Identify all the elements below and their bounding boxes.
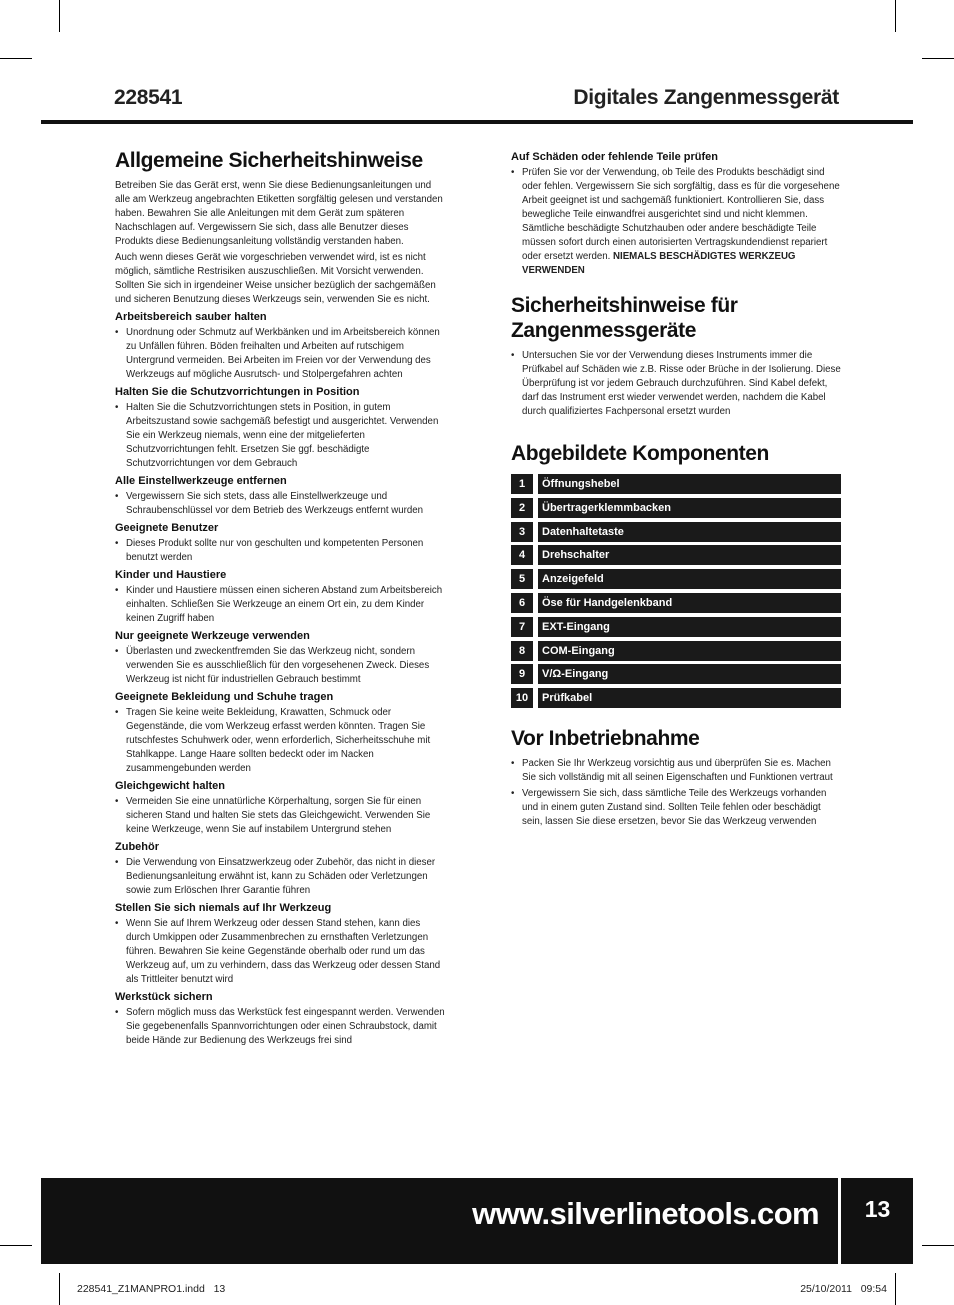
section-title: Geeignete Benutzer [115,522,219,534]
section-item: • Vergewissern Sie sich stets, dass alle Einstellwerkzeuge und Schraubenschlüssel vor dem Betrieb des Werkzeugs entfernt wurden [115,490,445,518]
component-row [511,474,841,494]
component-number: 9 [511,664,533,684]
damage-check-title: Auf Schäden oder fehlende Teile prüfen [511,151,718,163]
before-use-item: • Vergewissern Sie sich, dass sämtliche Teile des Werkzeugs vorhanden und in einem guten Zustand sind. Sollten Teile fehlen oder beschädigt sein, lassen Sie diese ersetzen, bevor Sie das Werkzeug verwenden [511,787,841,829]
section-item: • Unordnung oder Schmutz auf Werkbänken und im Arbeitsbereich können zu Unfällen führen. Böden freihalten und Arbeiten auf rutschigem Untergrund vermeiden. Bei Arbeiten im Freien vor der Verwendung des Werkzeugs auf mögliche Ausrutsch- und Stolpergefahren achten [115,326,445,382]
crop-mark [895,0,896,32]
damage-check-text: Prüfen Sie vor der Verwendung, ob Teile des Produkts beschädigt sind oder fehlen. Vergewissern Sie sich sorgfältig, dass es für die vorgesehene Arbeit geeignet ist und sachgemäß funktioniert. Kontrollieren Sie, dass bewegliche Teile einwandfrei ausgerichtet sind und nicht klemmen. Sämtliche beschädigte Schutzhauben oder andere beschädigte Teile müssen sofort durch einen autorisierten Vertragskundendienst repariert oder ersetzt werden. [522,167,840,262]
component-row [511,545,841,565]
section-item: • Überlasten und zweckentfremden Sie das Werkzeug nicht, sondern verwenden Sie es ausschließlich für den vorgesehenen Zweck. Dieses Werkzeug ist nicht für industriellen Gebrauch bestimmt [115,645,445,687]
component-number: 4 [511,545,533,565]
section-title: Arbeitsbereich sauber halten [115,311,267,323]
component-label: COM-Eingang [538,641,841,661]
component-label: Drehschalter [538,545,841,565]
general-safety-heading: Allgemeine Sicherheitshinweise [115,149,423,172]
section-title: Gleichgewicht halten [115,780,226,792]
component-label: V/Ω-Eingang [538,664,841,684]
left-column [115,148,445,1048]
section-title: Werkstück sichern [115,991,213,1003]
clamp-meter-safety-heading: Sicherheitshinweise für Zangenmessgeräte [511,294,738,342]
component-number: 1 [511,474,533,494]
component-label: Übertragerklemmbacken [538,498,841,518]
component-label: Datenhaltetaste [538,522,841,542]
components-heading: Abgebildete Komponenten [511,442,769,465]
component-label: Prüfkabel [538,688,841,708]
section-title: Halten Sie die Schutzvorrichtungen in Position [115,386,360,398]
crop-mark [922,1245,954,1246]
component-number: 8 [511,641,533,661]
component-number: 5 [511,569,533,589]
page-number: 13 [864,1196,891,1222]
safety-section [115,310,445,382]
section-title: Geeignete Bekleidung und Schuhe tragen [115,691,334,703]
component-label: Öse für Handgelenkband [538,593,841,613]
section-item: • Sofern möglich muss das Werkstück fest eingespannt werden. Verwenden Sie gegebenenfalls Spannvorrichtungen oder einen Schraubstock, damit beide Hände zur Bedienung des Werkzeugs frei sind [115,1006,445,1048]
safety-section [115,840,445,898]
component-number: 10 [511,688,533,708]
safety-section [115,385,445,471]
safety-section [115,568,445,626]
safety-section [115,901,445,987]
print-slug-date: 25/10/2011 09:54 [800,1283,887,1295]
footer-bar [41,1178,913,1264]
section-item: • Tragen Sie keine weite Bekleidung, Krawatten, Schmuck oder Gegenstände, die vom Werkzeug erfasst werden könnten. Tragen Sie rutschfestes Schuhwerk oder, wenn erforderlich, Sicherheitsschuhe mit Stahlkappe. Lange Haare sollten bedeckt oder im Nacken zusammengebunden werden [115,706,445,776]
intro-paragraph: Auch wenn dieses Gerät wie vorgeschrieben verwendet wird, ist es nicht möglich, sämtliche Restrisiken auszuschließen. Mit Vorsicht verwenden. Sollten Sie sich in irgendeiner Weise unsicher bezüglich der sachgemäßen und sicheren Benutzung dieses Werkzeugs sein, verwenden Sie es nicht. [115,252,436,305]
footer-divider [838,1178,841,1264]
before-use-heading: Vor Inbetriebnahme [511,727,700,751]
crop-mark [895,1273,896,1305]
right-column [511,150,841,829]
component-row [511,498,841,518]
intro-paragraph: Betreiben Sie das Gerät erst, wenn Sie diese Bedienungsanleitungen und alle am Werkzeug angebrachten Etiketten sorgfältig gelesen und verstanden haben. Bewahren Sie alle Anleitungen mit dem Gerät zum späteren Nachschlagen auf. Vergewissern Sie sich, dass alle Benutzer dieses Produkts diese Bedienungsanleitung vollständig verstanden haben. [115,180,443,247]
section-title: Nur geeignete Werkzeuge verwenden [115,630,310,642]
section-item: • Halten Sie die Schutzvorrichtungen stets in Position, in gutem Arbeitszustand sowie sachgemäß befestigt und ausgerichtet. Verwenden Sie ein Werkzeug niemals, wenn eine der mitgelieferten Schutzvorrichtungen fehlt. Ersetzen Sie ggf. beschädigte Schutzvorrichtungen vor dem Gebrauch [115,401,445,471]
component-row [511,569,841,589]
crop-mark [922,58,954,59]
document-title: Digitales Zangenmessgerät [573,86,839,109]
damage-check-item [511,166,841,278]
component-number: 6 [511,593,533,613]
section-title: Zubehör [115,841,159,853]
before-use-item: • Packen Sie Ihr Werkzeug vorsichtig aus und überprüfen Sie es. Machen Sie sich vollständig mit all seinen Eigenschaften und Funktionen vertraut [511,757,841,785]
component-row [511,617,841,637]
crop-mark [59,0,60,32]
crop-mark [0,1245,32,1246]
product-code: 228541 [114,86,183,109]
component-row [511,688,841,708]
safety-section [115,521,445,565]
section-item: • Kinder und Haustiere müssen einen sicheren Abstand zum Arbeitsbereich einhalten. Schließen Sie Werkzeuge an einem Ort ein, zu dem Kinder keinen Zugriff haben [115,584,445,626]
safety-section [115,990,445,1048]
damage-check-warning: NIEMALS BESCHÄDIGTES WERKZEUG VERWENDEN [522,251,796,276]
component-row [511,593,841,613]
crop-mark [0,58,32,59]
section-title: Kinder und Haustiere [115,569,227,581]
section-title: Stellen Sie sich niemals auf Ihr Werkzeug [115,902,332,914]
safety-section [115,474,445,518]
clamp-meter-safety-item: • Untersuchen Sie vor der Verwendung dieses Instruments immer die Prüfkabel auf Schäden wie z.B. Risse oder Brüche in der Isolierung. Diese Überprüfung ist vor jedem Gebrauch durchzuführen. Sind Kabel defekt, darf das Instrument erst wieder verwendet werden, nachdem die Kabel durch qualifiziertes Fachpersonal ersetzt wurden [511,349,841,419]
component-label: Anzeigefeld [538,569,841,589]
safety-section [115,629,445,687]
section-item: • Wenn Sie auf Ihrem Werkzeug oder dessen Stand stehen, kann dies durch Umkippen oder Zusammenbrechen zu ernsthaften Verletzungen führen. Bewahren Sie keine Gegenstände oberhalb oder rund um das Werkzeug auf, um zu verhindern, dass das Werkzeug oder dessen Stand als Trittleiter benutzt wird [115,917,445,987]
component-label: Öffnungshebel [538,474,841,494]
website-url: www.silverlinetools.com [472,1196,819,1231]
safety-section [115,779,445,837]
component-row [511,664,841,684]
header-rule [41,120,913,124]
section-item: • Die Verwendung von Einsatzwerkzeug oder Zubehör, das nicht in dieser Bedienungsanleitung erwähnt ist, kann zu Schäden oder Verletzungen sowie zum Erlöschen Ihrer Garantie führen [115,856,445,898]
component-label: EXT-Eingang [538,617,841,637]
safety-section [115,690,445,776]
component-row [511,522,841,542]
section-item: • Vermeiden Sie eine unnatürliche Körperhaltung, sorgen Sie für einen sicheren Stand und halten Sie stets das Gleichgewicht. Verwenden Sie keine Werkzeuge, wenn Sie auf instabilem Untergrund stehen [115,795,445,837]
print-slug-file: 228541_Z1MANPRO1.indd 13 [77,1283,226,1295]
components-table [511,474,841,708]
section-item: • Dieses Produkt sollte nur von geschulten und kompetenten Personen benutzt werden [115,537,445,565]
crop-mark [59,1273,60,1305]
component-number: 2 [511,498,533,518]
component-row [511,641,841,661]
component-number: 7 [511,617,533,637]
section-title: Alle Einstellwerkzeuge entfernen [115,475,287,487]
component-number: 3 [511,522,533,542]
